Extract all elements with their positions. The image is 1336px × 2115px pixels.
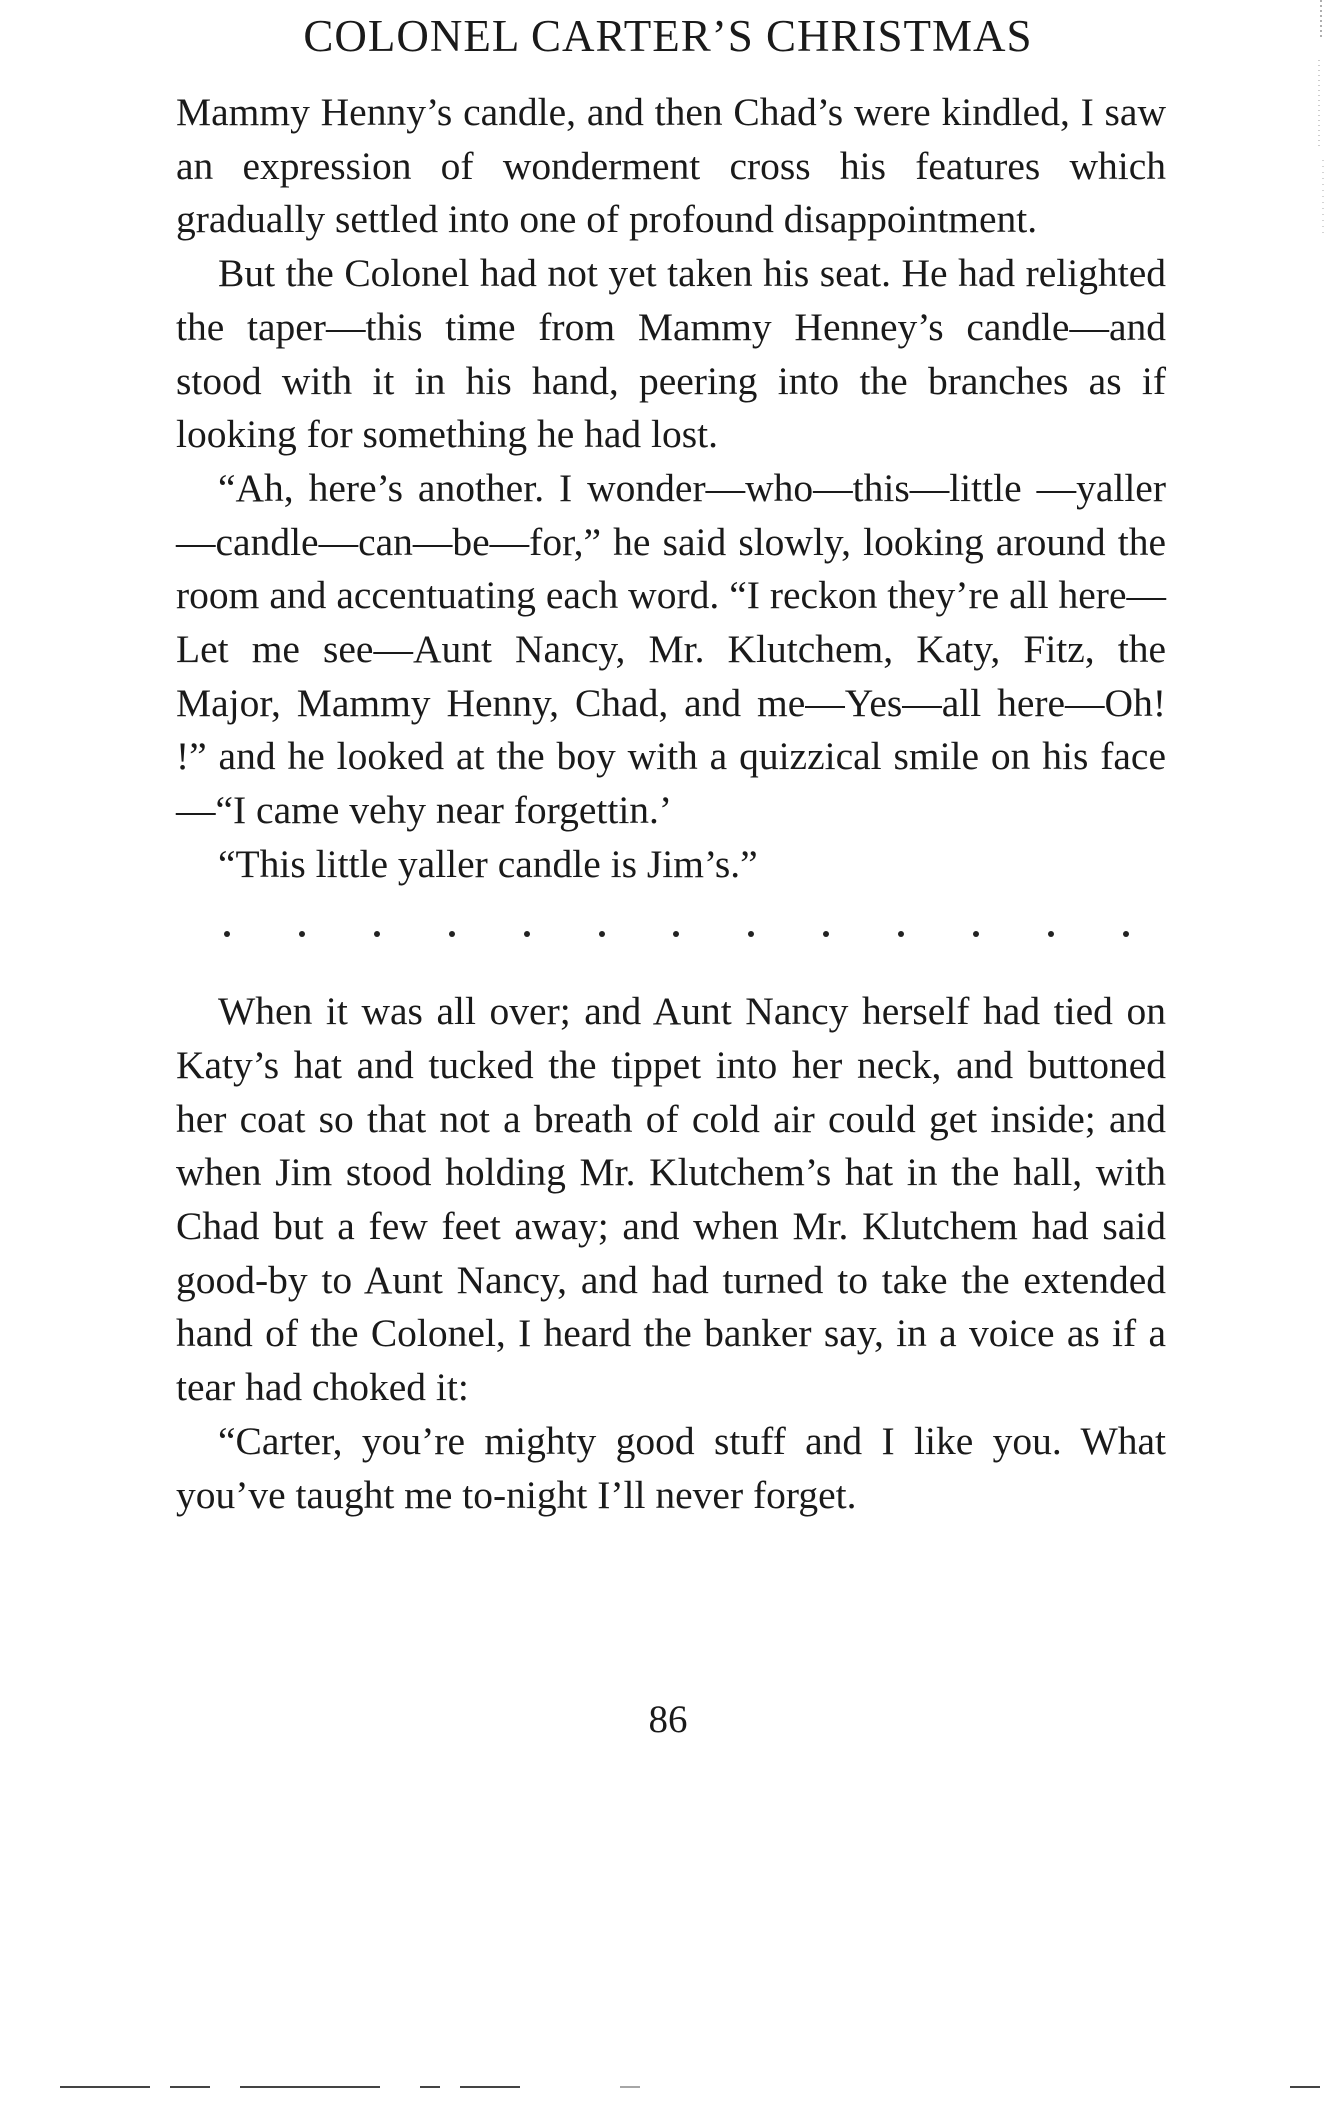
break-dot xyxy=(224,931,230,937)
paragraph: But the Colonel had not yet taken his seat. He had relighted the taper—this time from Mammy Henney’s candle—and stood with it in his hand, peering into the branches as if looking for something he had lost. xyxy=(176,251,1166,457)
break-dot xyxy=(524,931,530,937)
break-dot xyxy=(299,931,305,937)
break-dot xyxy=(374,931,380,937)
paragraph: “This little yaller candle is Jim’s.” xyxy=(218,841,758,886)
paragraph: “Carter, you’re mighty good stuff and I like you. What you’ve taught me to-night I’ll never forget. xyxy=(176,1418,1166,1517)
break-dot xyxy=(449,931,455,937)
page-number: 86 xyxy=(648,1698,688,1741)
paragraph: When it was all over; and Aunt Nancy herself had tied on Katy’s hat and tucked the tippet into her neck, and buttoned her coat so that not a breath of cold air could get inside; and when Jim stood holding Mr. Klutchem’s hat in the hall, with Chad but a few feet away; and when Mr. Klutchem had said good-by to Aunt Nancy, and had turned to take the extended hand of the Colonel, I heard the banker say, in a voice as if a tear had choked it: xyxy=(176,989,1166,1410)
break-dot xyxy=(673,931,679,937)
break-dot xyxy=(898,931,904,937)
break-dot xyxy=(823,931,829,937)
section-gap xyxy=(176,945,1166,985)
section-break-dots xyxy=(224,892,1129,946)
paragraph-continued: Mammy Henny’s candle, and then Chad’s were kindled, I saw an expression of wonderment cross his features which gradually settled into one of profound disappointment. xyxy=(176,90,1166,242)
break-dot xyxy=(973,931,979,937)
scan-edge-marks xyxy=(1314,0,1328,240)
break-dot xyxy=(1123,931,1129,937)
scan-bottom-marks xyxy=(60,2080,1320,2094)
break-dot xyxy=(748,931,754,937)
break-dot xyxy=(1048,931,1054,937)
running-head: COLONEL CARTER’S CHRISTMAS xyxy=(303,11,1033,61)
paragraph: “Ah, here’s another. I wonder—who—this—little —yaller—candle—can—be—for,” he said slowly, looking around the room and accentuating each word. “I reckon they’re all here—Let me see—Aunt Nancy, Mr. Klutchem, Katy, Fitz, the Major, Mammy Henny, Chad, and me—Yes—all here—Oh! !” and he looked at the boy with a quizzical smile on his face—“I came vehy near forgettin.’ xyxy=(176,465,1166,833)
break-dot xyxy=(599,931,605,937)
body-text xyxy=(176,86,1166,1522)
